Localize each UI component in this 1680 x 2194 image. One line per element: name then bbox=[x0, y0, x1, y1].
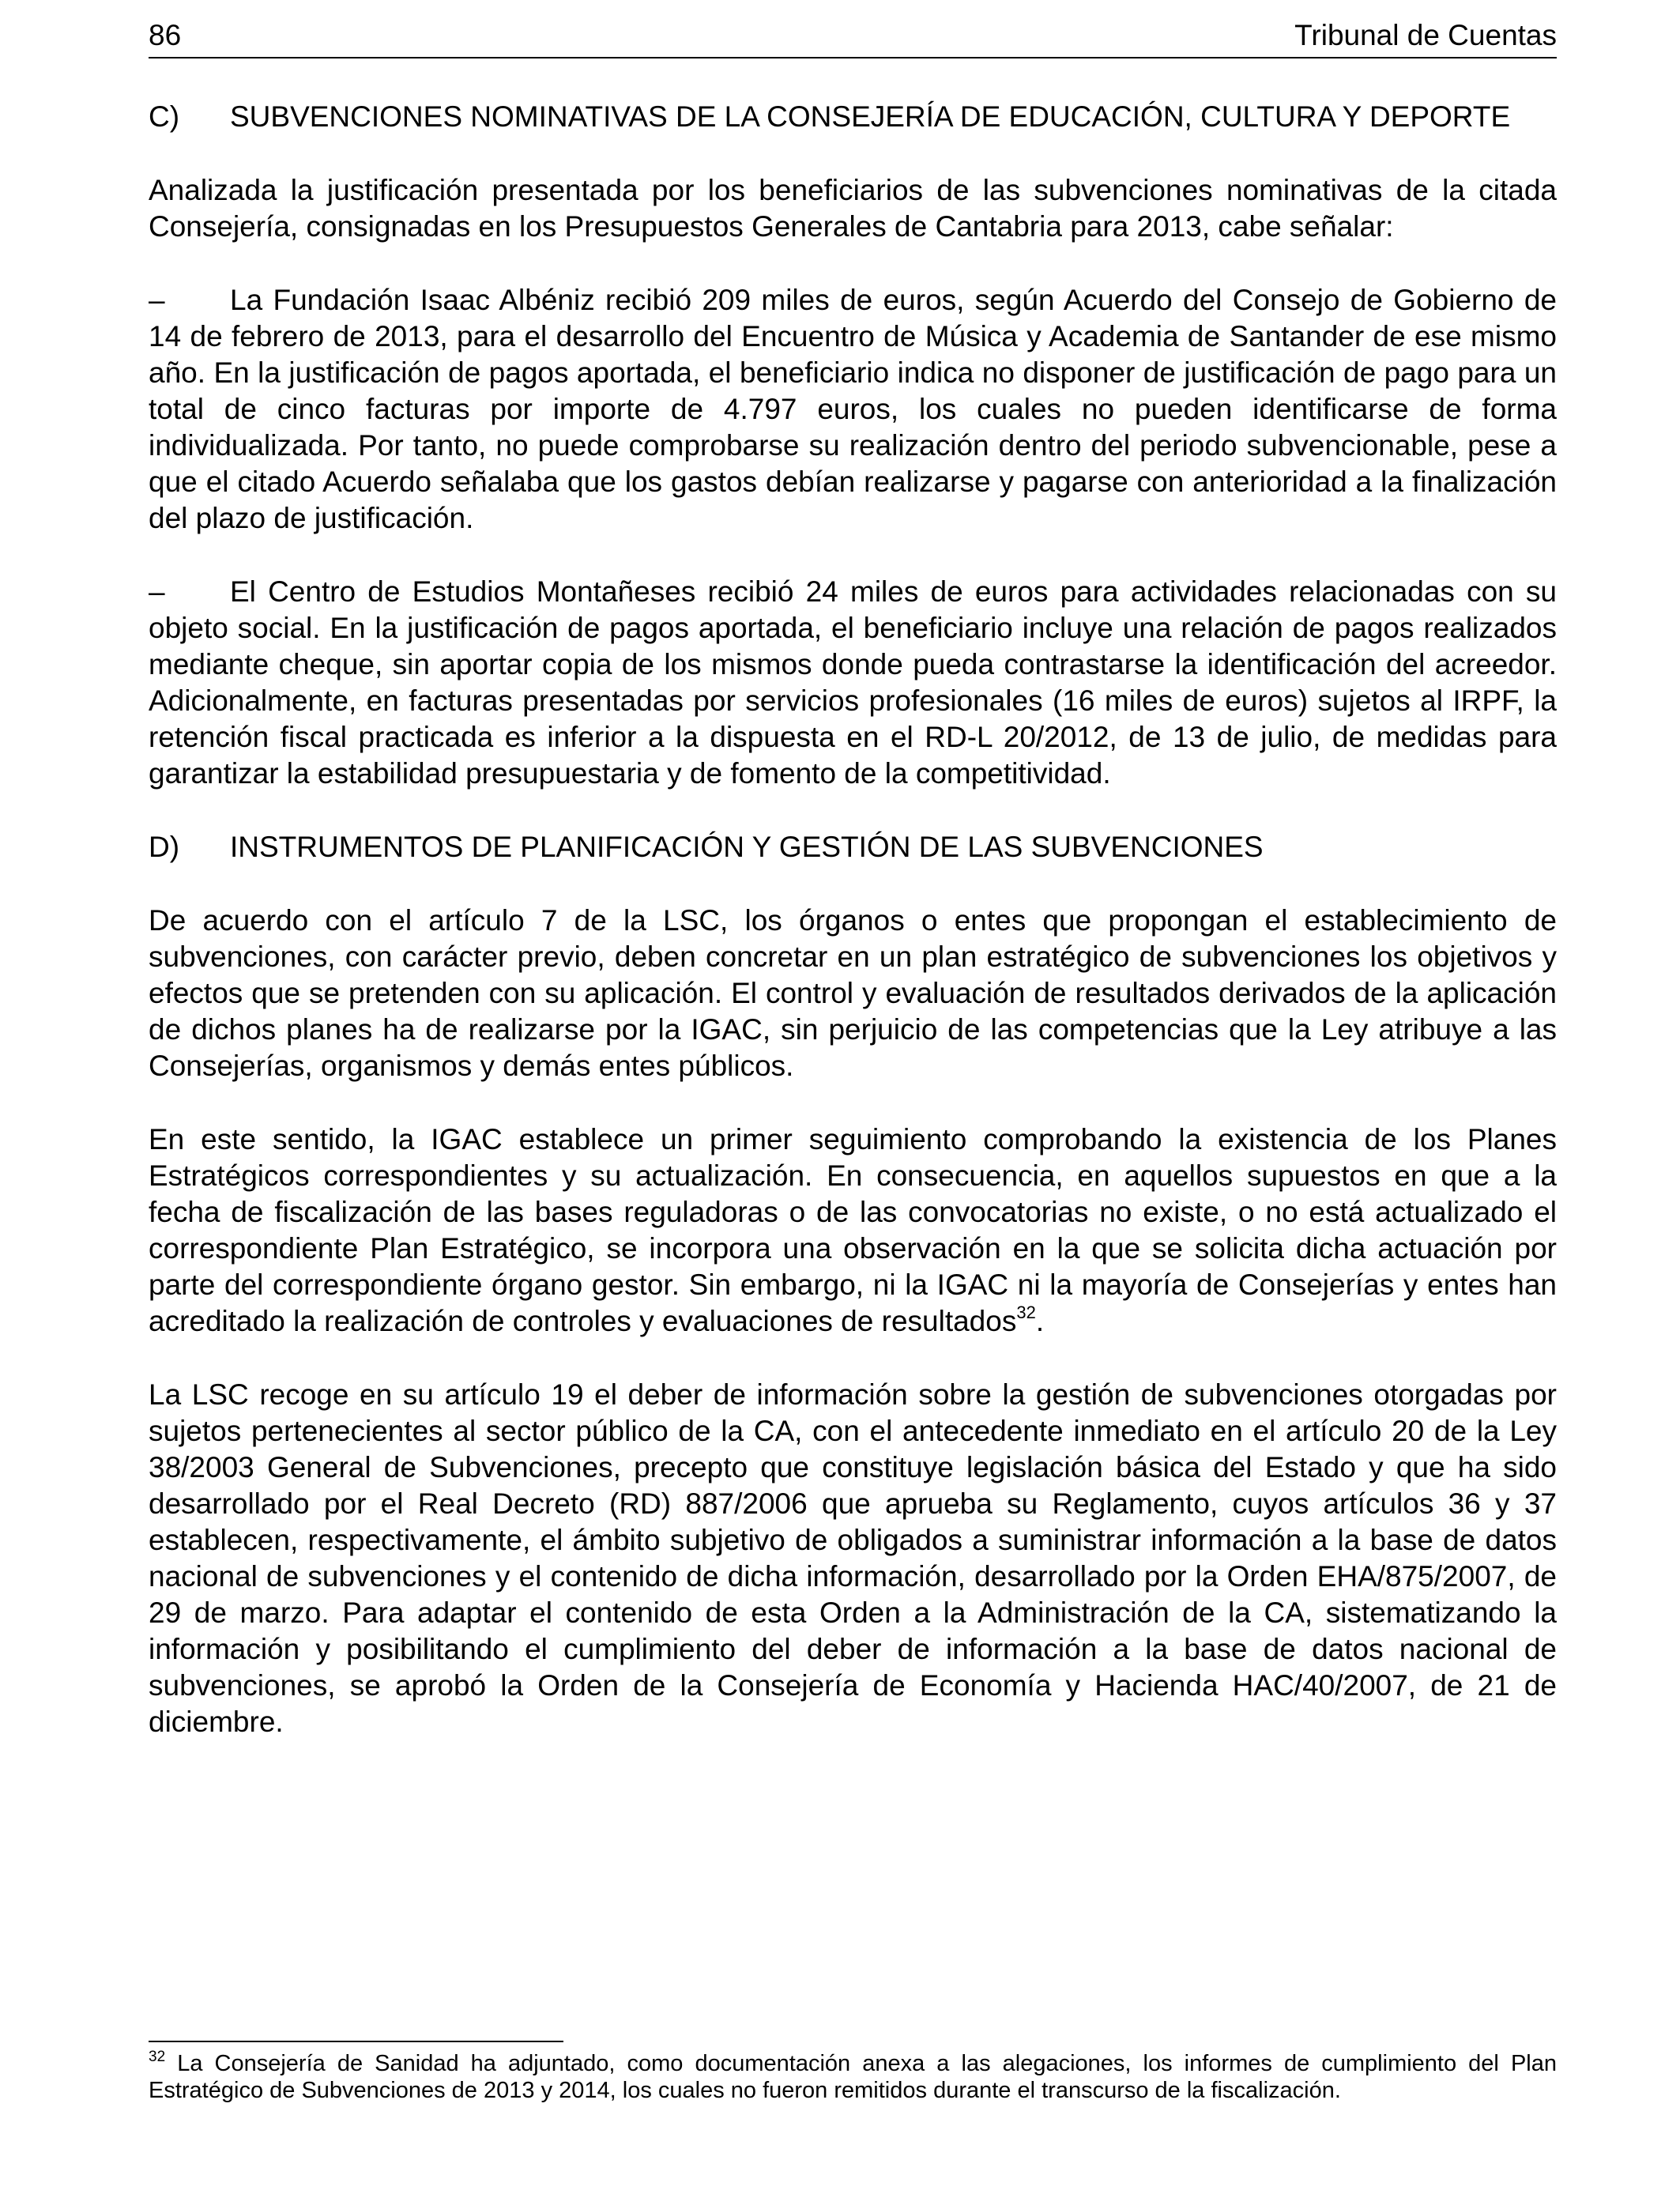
footnote-separator bbox=[149, 2041, 563, 2042]
page-number: 86 bbox=[149, 19, 182, 51]
paragraph: De acuerdo con el artículo 7 de la LSC, los órganos o entes que propongan el establecimiento de subvenciones, con carácter previo, deben concretar en un plan estratégico de subvenciones los objetivos y efectos que se pretenden con su aplicación. El control y evaluación de resultados derivados de la aplicación de dichos planes ha de realizarse por la IGAC, sin perjuicio de las competencias que la Ley atribuye a las Consejerías, organismos y demás entes públicos. bbox=[149, 904, 1557, 1082]
body-text bbox=[149, 99, 1557, 1777]
section-title: SUBVENCIONES NOMINATIVAS DE LA CONSEJERÍA DE EDUCACIÓN, CULTURA Y DEPORTE bbox=[230, 100, 1511, 133]
paragraph: La LSC recoge en su artículo 19 el deber de información sobre la gestión de subvenciones otorgadas por sujetos pertenecientes al sector público de la CA, con el antecedente inmediato en el artículo 20 de la Ley 38/2003 General de Subvenciones, precepto que constituye legislación básica del Estado y que ha sido desarrollado por el Real Decreto (RD) 887/2006 que aprueba su Reglamento, cuyos artículos 36 y 37 establecen, respectivamente, el ámbito subjetivo de obligados a suministrar información a la base de datos nacional de subvenciones y el contenido de dicha información, desarrollado por la Orden EHA/875/2007, de 29 de marzo. Para adaptar el contenido de esta Orden a la Administración de la CA, sistematizando la información y posibilitando el cumplimiento del deber de información a la base de datos nacional de subvenciones, se aprobó la Orden de la Consejería de Economía y Hacienda HAC/40/2007, de 21 de diciembre. bbox=[149, 1378, 1557, 1738]
header-title: Tribunal de Cuentas bbox=[1294, 19, 1557, 51]
bullet-text: La Fundación Isaac Albéniz recibió 209 miles de euros, según Acuerdo del Consejo de Gobierno de 14 de febrero de 2013, para el desarrollo del Encuentro de Música y Academia de Santander de ese mismo año. En la justificación de pagos aportada, el beneficiario indica no disponer de justificación de pago para un total de cinco facturas por importe de 4.797 euros, los cuales no pueden identificarse de forma individualizada. Por tanto, no puede comprobarse su realización dentro del periodo subvencionable, pese a que el citado Acuerdo señalaba que los gastos debían realizarse y pagarse con anterioridad a la finalización del plazo de justificación. bbox=[149, 284, 1557, 534]
section-heading-d bbox=[149, 829, 1557, 865]
document-page bbox=[149, 0, 1557, 2194]
footnote-reference[interactable]: 32 bbox=[1016, 1302, 1036, 1322]
bullet-item bbox=[149, 574, 1557, 792]
dash-bullet: – bbox=[149, 575, 165, 608]
bullet-text: El Centro de Estudios Montañeses recibió 24 miles de euros para actividades relacionadas con su objeto social. En la justificación de pagos aportada, el beneficiario incluye una relación de pagos realizados mediante cheque, sin aportar copia de los mismos donde pueda contrastarse la identificación del acreedor. Adicionalmente, en facturas presentadas por servicios profesionales (16 miles de euros) sujetos al IRPF, la retención fiscal practicada es inferior a la dispuesta en el RD-L 20/2012, de 13 de julio, de medidas para garantizar la estabilidad presupuestaria y de fomento de la competitividad. bbox=[149, 575, 1557, 790]
paragraph: Analizada la justificación presentada por los beneficiarios de las subvenciones nominativas de la citada Consejería, consignadas en los Presupuestos Generales de Cantabria para 2013, cabe señalar: bbox=[149, 174, 1557, 243]
paragraph-end: . bbox=[1035, 1305, 1045, 1337]
footnote-number: 32 bbox=[149, 2049, 166, 2065]
section-marker: C) bbox=[149, 100, 180, 133]
paragraph bbox=[149, 1122, 1557, 1340]
section-marker: D) bbox=[149, 831, 180, 863]
section-title: INSTRUMENTOS DE PLANIFICACIÓN Y GESTIÓN DE LAS SUBVENCIONES bbox=[230, 831, 1264, 863]
running-header bbox=[149, 17, 1557, 58]
bullet-item bbox=[149, 282, 1557, 537]
paragraph-text: En este sentido, la IGAC establece un primer seguimiento comprobando la existencia de los Planes Estratégicos correspondientes y su actualización. En consecuencia, en aquellos supuestos en que a la fecha de fiscalización de las bases reguladoras o de las convocatorias no existe, o no está actualizado el correspondiente Plan Estratégico, se incorpora una observación en la que se solicita dicha actuación por parte del correspondiente órgano gestor. Sin embargo, ni la IGAC ni la mayoría de Consejerías y entes han acreditado la realización de controles y evaluaciones de resultados bbox=[149, 1123, 1557, 1337]
footnote bbox=[149, 2050, 1557, 2104]
dash-bullet: – bbox=[149, 284, 165, 316]
footnote-text: La Consejería de Sanidad ha adjuntado, como documentación anexa a las alegaciones, los informes de cumplimiento del Plan Estratégico de Subvenciones de 2013 y 2014, los cuales no fueron remitidos durante el transcurso de la fiscalización. bbox=[149, 2051, 1557, 2103]
section-heading-c bbox=[149, 99, 1557, 135]
